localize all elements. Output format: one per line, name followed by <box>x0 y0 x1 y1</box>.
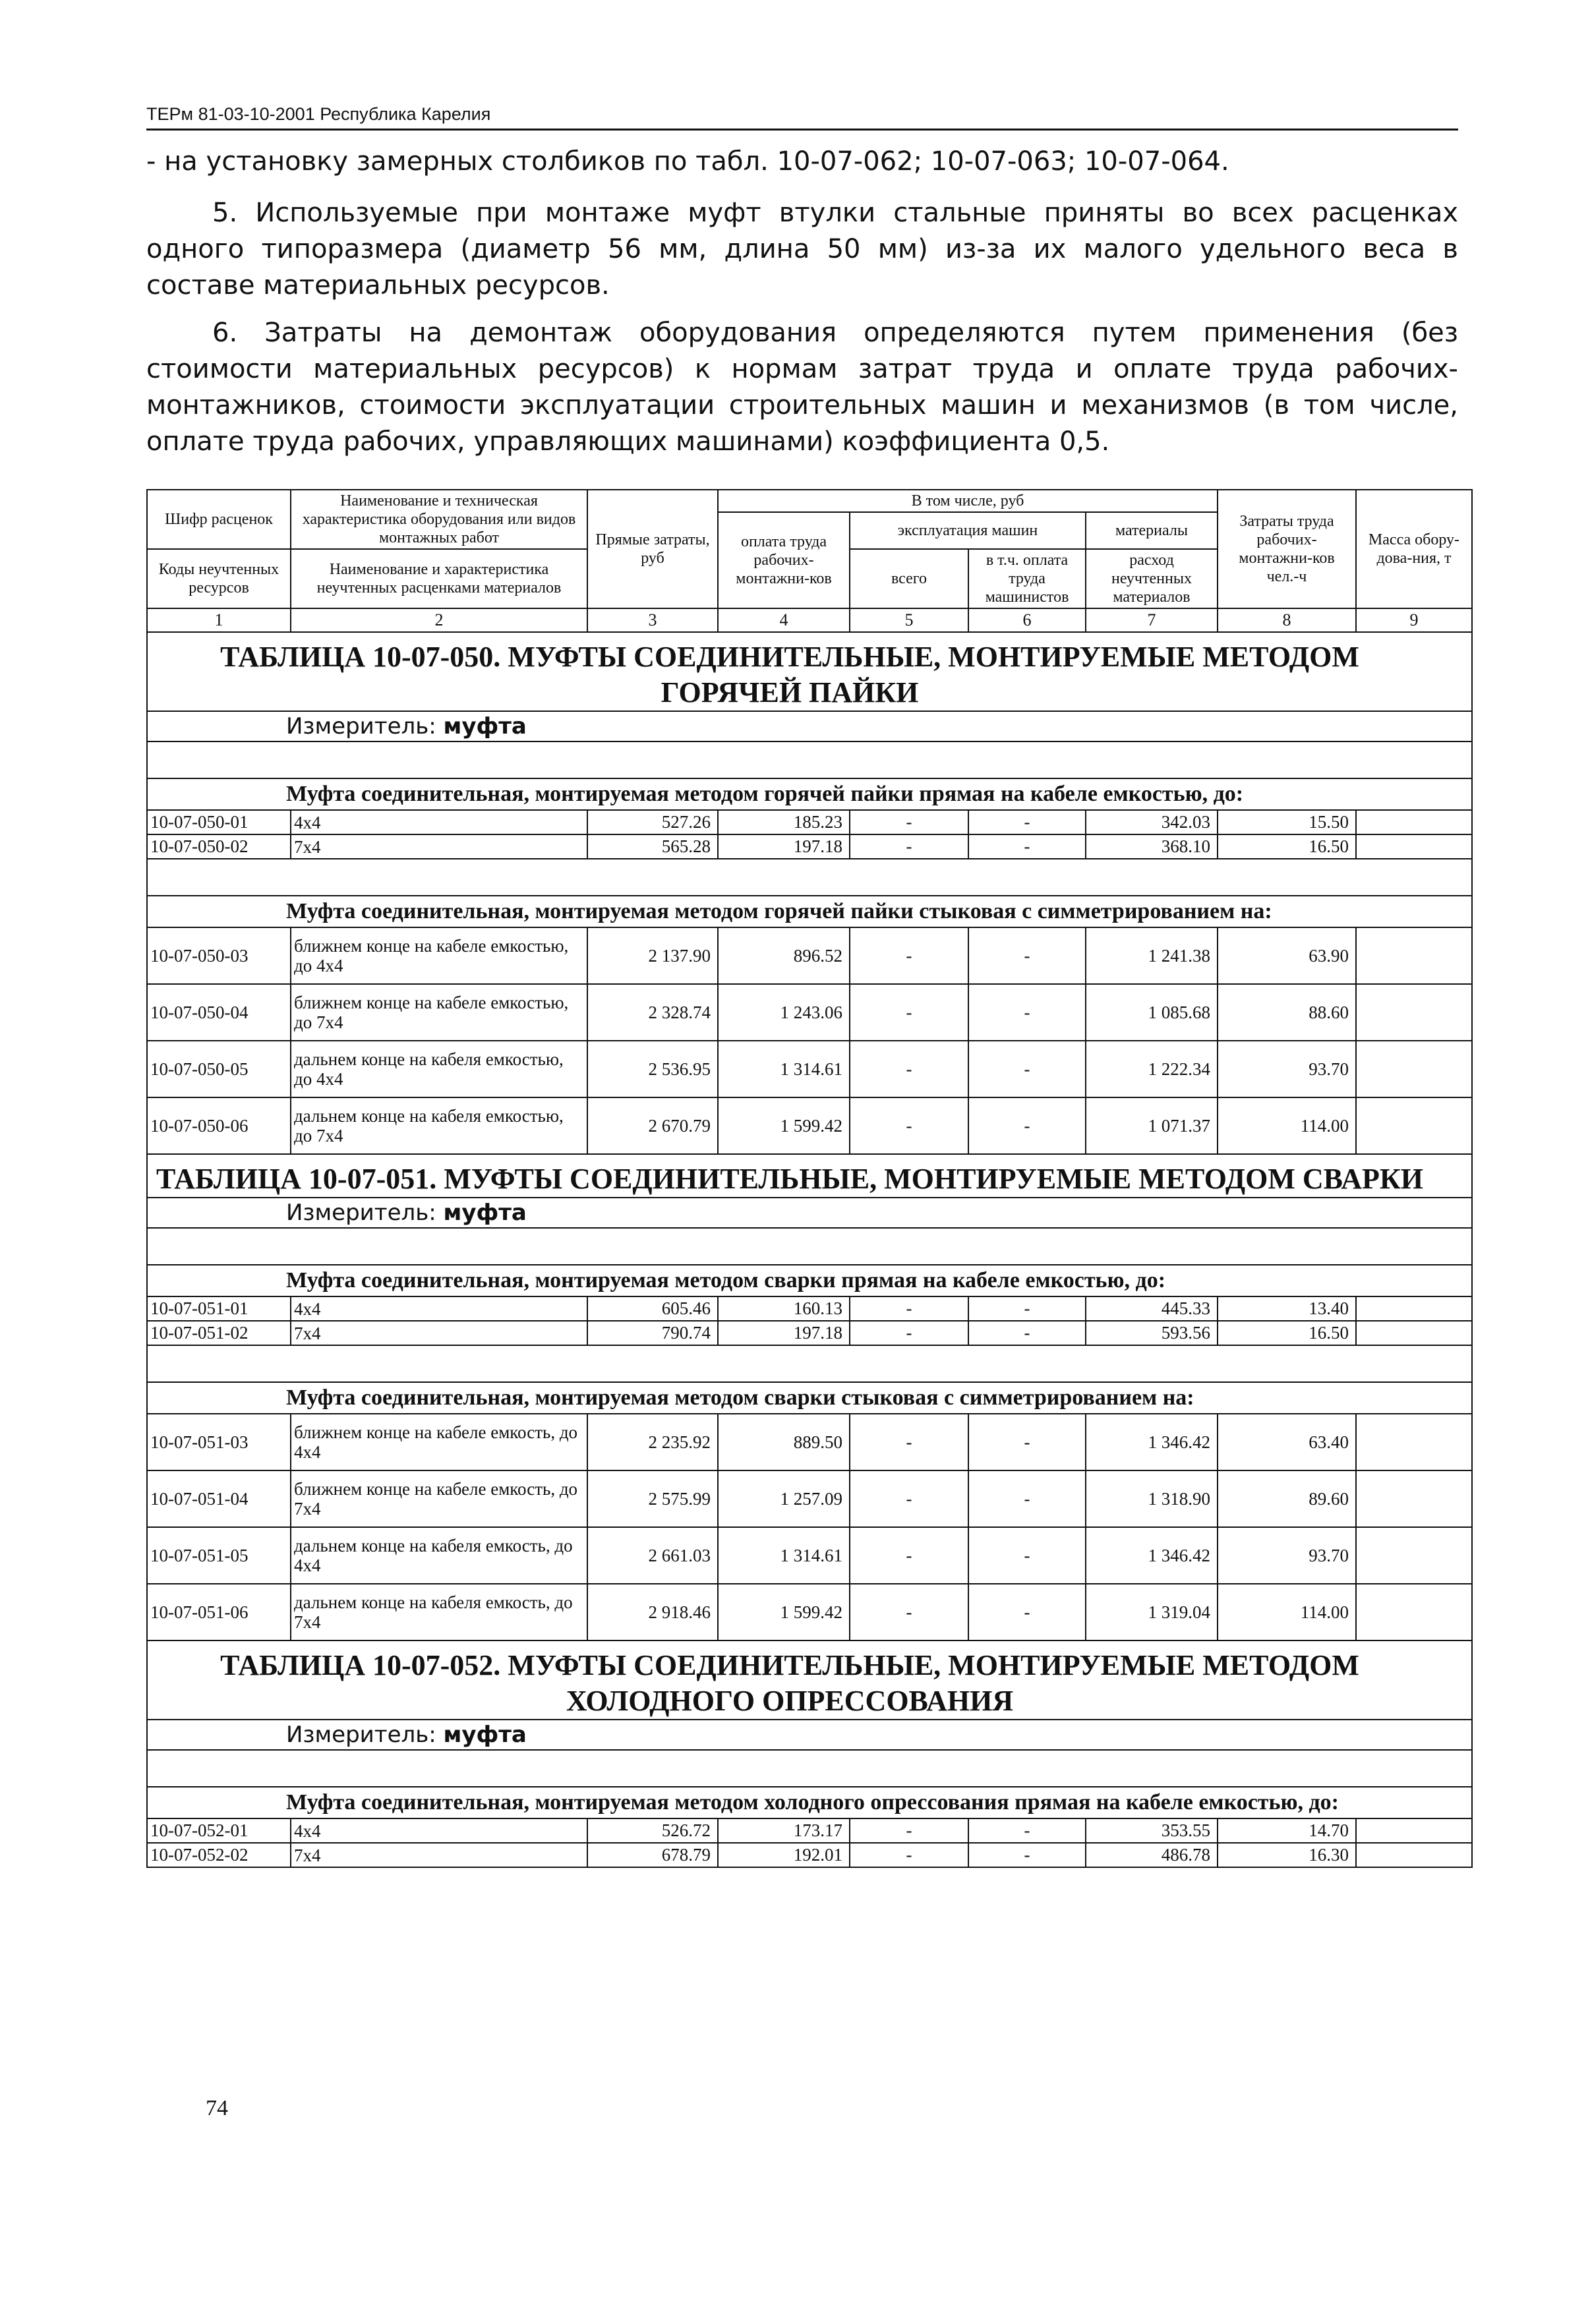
labor-pay: 1 599.42 <box>718 1584 850 1641</box>
labor-hours: 14.70 <box>1218 1818 1356 1843</box>
unit-row <box>147 1198 1472 1228</box>
machines-total: - <box>850 1041 968 1097</box>
header-labor-pay: оплата труда рабочих-монтажни-ков <box>718 512 850 608</box>
unit-line <box>147 1198 1472 1228</box>
rate-code: 10-07-052-01 <box>147 1818 291 1843</box>
header-name-bottom: Наименование и характеристика неучтенных расценками материалов <box>291 549 587 608</box>
spacer-cell <box>147 741 1472 778</box>
direct-costs: 527.26 <box>587 810 718 834</box>
spacer-row <box>147 859 1472 896</box>
header-labor: Затраты труда рабочих-монтажни-ков чел.-ч <box>1218 490 1356 608</box>
column-number: 1 <box>147 608 291 632</box>
rate-code: 10-07-050-02 <box>147 834 291 859</box>
labor-hours: 63.40 <box>1218 1414 1356 1470</box>
labor-hours: 93.70 <box>1218 1041 1356 1097</box>
machines-pay: - <box>968 1041 1086 1097</box>
unit-line <box>147 711 1472 741</box>
section-title-row <box>147 1641 1472 1720</box>
rate-name: 7x4 <box>291 1321 587 1345</box>
header-direct-costs: Прямые затраты, руб <box>587 490 718 608</box>
materials: 368.10 <box>1086 834 1218 859</box>
unit-value: муфта <box>443 1722 527 1748</box>
rate-code: 10-07-050-06 <box>147 1097 291 1154</box>
labor-pay: 197.18 <box>718 834 850 859</box>
materials: 1 319.04 <box>1086 1584 1218 1641</box>
equipment-mass <box>1356 1414 1472 1470</box>
spacer-cell <box>147 1750 1472 1787</box>
rate-name: 7x4 <box>291 834 587 859</box>
labor-hours: 88.60 <box>1218 984 1356 1041</box>
rate-code: 10-07-051-05 <box>147 1527 291 1584</box>
machines-pay: - <box>968 1097 1086 1154</box>
equipment-mass <box>1356 810 1472 834</box>
section-title: ТАБЛИЦА 10-07-050. МУФТЫ СОЕДИНИТЕЛЬНЫЕ, МОНТИРУЕМЫЕ МЕТОДОМ ГОРЯЧЕЙ ПАЙКИ <box>147 632 1472 711</box>
direct-costs: 2 328.74 <box>587 984 718 1041</box>
rates-table <box>146 489 1473 1868</box>
running-header: ТЕРм 81-03-10-2001 Республика Карелия <box>146 104 1458 131</box>
rate-code: 10-07-051-06 <box>147 1584 291 1641</box>
labor-pay: 1 314.61 <box>718 1527 850 1584</box>
group-subtitle: Муфта соединительная, монтируемая методом сварки прямая на кабеле емкостью, до: <box>147 1265 1472 1296</box>
rate-code: 10-07-051-04 <box>147 1470 291 1527</box>
labor-hours: 16.50 <box>1218 1321 1356 1345</box>
equipment-mass <box>1356 927 1472 984</box>
column-number: 6 <box>968 608 1086 632</box>
table-row <box>147 810 1472 834</box>
paragraph-continued: - на установку замерных столбиков по табл. 10-07-062; 10-07-063; 10-07-064. <box>146 146 1229 177</box>
machines-pay: - <box>968 927 1086 984</box>
table-row <box>147 984 1472 1041</box>
machines-total: - <box>850 834 968 859</box>
labor-pay: 197.18 <box>718 1321 850 1345</box>
labor-pay: 1 314.61 <box>718 1041 850 1097</box>
materials: 445.33 <box>1086 1296 1218 1321</box>
group-subtitle: Муфта соединительная, монтируемая методом холодного опрессования прямая на кабеле емкостью, до: <box>147 1787 1472 1818</box>
rate-name: дальнем конце на кабеля емкость, до 4x4 <box>291 1527 587 1584</box>
rate-name: ближнем конце на кабеле емкость, до 7x4 <box>291 1470 587 1527</box>
paragraph-5: 5. Используемые при монтаже муфт втулки стальные приняты во всех расценках одного типоразмера (диаметр 56 мм, длина 50 мм) из-за их малого удельного веса в составе материальных ресурсов. <box>146 198 1458 301</box>
unit-value: муфта <box>443 713 527 740</box>
machines-total: - <box>850 810 968 834</box>
machines-total: - <box>850 1321 968 1345</box>
labor-hours: 63.90 <box>1218 927 1356 984</box>
spacer-row <box>147 1345 1472 1382</box>
rate-name: 4x4 <box>291 810 587 834</box>
machines-pay: - <box>968 1470 1086 1527</box>
group-subtitle-row <box>147 896 1472 927</box>
materials: 1 071.37 <box>1086 1097 1218 1154</box>
rate-name: ближнем конце на кабеле емкостью, до 4x4 <box>291 927 587 984</box>
materials: 1 085.68 <box>1086 984 1218 1041</box>
column-number: 7 <box>1086 608 1218 632</box>
column-number: 9 <box>1356 608 1472 632</box>
direct-costs: 2 918.46 <box>587 1584 718 1641</box>
group-subtitle: Муфта соединительная, монтируемая методом сварки стыковая с симметрированием на: <box>147 1382 1472 1414</box>
section-title-row <box>147 1154 1472 1198</box>
spacer-cell <box>147 859 1472 896</box>
rate-name: 4x4 <box>291 1296 587 1321</box>
machines-total: - <box>850 1097 968 1154</box>
machines-total: - <box>850 927 968 984</box>
direct-costs: 678.79 <box>587 1843 718 1867</box>
column-number: 2 <box>291 608 587 632</box>
materials: 1 318.90 <box>1086 1470 1218 1527</box>
header-code-bottom: Коды неучтенных ресурсов <box>147 549 291 608</box>
equipment-mass <box>1356 1818 1472 1843</box>
rate-name: 7x4 <box>291 1843 587 1867</box>
header-code-top: Шифр расценок <box>147 490 291 549</box>
column-numbers-row <box>147 608 1472 632</box>
direct-costs: 2 575.99 <box>587 1470 718 1527</box>
labor-pay: 192.01 <box>718 1843 850 1867</box>
spacer-row <box>147 1750 1472 1787</box>
rate-name: ближнем конце на кабеле емкость, до 4x4 <box>291 1414 587 1470</box>
table-row <box>147 927 1472 984</box>
materials: 486.78 <box>1086 1843 1218 1867</box>
labor-hours: 16.50 <box>1218 834 1356 859</box>
spacer-cell <box>147 1228 1472 1265</box>
table-row <box>147 1818 1472 1843</box>
rate-name: ближнем конце на кабеле емкостью, до 7x4 <box>291 984 587 1041</box>
equipment-mass <box>1356 834 1472 859</box>
rate-code: 10-07-050-04 <box>147 984 291 1041</box>
direct-costs: 2 661.03 <box>587 1527 718 1584</box>
table-row <box>147 1414 1472 1470</box>
header-machines-pay: в т.ч. оплата труда машинистов <box>968 549 1086 608</box>
table-row <box>147 1321 1472 1345</box>
machines-total: - <box>850 1818 968 1843</box>
machines-total: - <box>850 1584 968 1641</box>
rate-code: 10-07-050-05 <box>147 1041 291 1097</box>
labor-hours: 114.00 <box>1218 1097 1356 1154</box>
table-row <box>147 1097 1472 1154</box>
equipment-mass <box>1356 1527 1472 1584</box>
machines-pay: - <box>968 1584 1086 1641</box>
header-machines-total: всего <box>850 549 968 608</box>
rate-name: 4x4 <box>291 1818 587 1843</box>
materials: 1 222.34 <box>1086 1041 1218 1097</box>
labor-hours: 89.60 <box>1218 1470 1356 1527</box>
rate-name: дальнем конце на кабеля емкостью, до 7x4 <box>291 1097 587 1154</box>
unit-label: Измеритель: <box>286 1722 436 1748</box>
equipment-mass <box>1356 1097 1472 1154</box>
equipment-mass <box>1356 1041 1472 1097</box>
labor-hours: 13.40 <box>1218 1296 1356 1321</box>
machines-pay: - <box>968 1321 1086 1345</box>
group-subtitle-row <box>147 1382 1472 1414</box>
materials: 1 241.38 <box>1086 927 1218 984</box>
group-subtitle: Муфта соединительная, монтируемая методом горячей пайки прямая на кабеле емкостью, до: <box>147 778 1472 810</box>
spacer-cell <box>147 1345 1472 1382</box>
equipment-mass <box>1356 1584 1472 1641</box>
direct-costs: 790.74 <box>587 1321 718 1345</box>
header-row-1 <box>147 490 1472 512</box>
labor-hours: 15.50 <box>1218 810 1356 834</box>
table-row <box>147 1843 1472 1867</box>
table-row <box>147 1584 1472 1641</box>
machines-total: - <box>850 1296 968 1321</box>
unit-row <box>147 1720 1472 1750</box>
rate-name: дальнем конце на кабеля емкостью, до 4x4 <box>291 1041 587 1097</box>
section-title: ТАБЛИЦА 10-07-051. МУФТЫ СОЕДИНИТЕЛЬНЫЕ, МОНТИРУЕМЫЕ МЕТОДОМ СВАРКИ <box>147 1154 1472 1198</box>
equipment-mass <box>1356 1296 1472 1321</box>
unit-label: Измеритель: <box>286 1200 436 1226</box>
labor-hours: 114.00 <box>1218 1584 1356 1641</box>
header-name-top: Наименование и техническая характеристика оборудования или видов монтажных работ <box>291 490 587 549</box>
equipment-mass <box>1356 1470 1472 1527</box>
direct-costs: 2 137.90 <box>587 927 718 984</box>
labor-pay: 160.13 <box>718 1296 850 1321</box>
paragraph-6: 6. Затраты на демонтаж оборудования определяются путем применения (без стоимости материальных ресурсов) к нормам затрат труда и оплате труда рабочих-монтажников, стоимости эксплуатации строительных машин и механизмов (в том числе, оплате труда рабочих, управляющих машинами) коэффициента 0,5. <box>146 318 1458 457</box>
labor-pay: 1 243.06 <box>718 984 850 1041</box>
group-subtitle-row <box>147 778 1472 810</box>
rate-code: 10-07-051-01 <box>147 1296 291 1321</box>
group-subtitle-row <box>147 1265 1472 1296</box>
section-title-row <box>147 632 1472 711</box>
labor-pay: 1 257.09 <box>718 1470 850 1527</box>
machines-total: - <box>850 984 968 1041</box>
rate-name: дальнем конце на кабеля емкость, до 7x4 <box>291 1584 587 1641</box>
machines-total: - <box>850 1527 968 1584</box>
machines-pay: - <box>968 834 1086 859</box>
unit-row <box>147 711 1472 741</box>
labor-hours: 16.30 <box>1218 1843 1356 1867</box>
direct-costs: 2 235.92 <box>587 1414 718 1470</box>
materials: 1 346.42 <box>1086 1414 1218 1470</box>
machines-pay: - <box>968 1296 1086 1321</box>
machines-total: - <box>850 1414 968 1470</box>
unit-label: Измеритель: <box>286 713 436 740</box>
machines-pay: - <box>968 1818 1086 1843</box>
header-materials: материалы <box>1086 512 1218 549</box>
machines-pay: - <box>968 1843 1086 1867</box>
direct-costs: 2 536.95 <box>587 1041 718 1097</box>
materials: 1 346.42 <box>1086 1527 1218 1584</box>
group-subtitle-row <box>147 1787 1472 1818</box>
spacer-row <box>147 741 1472 778</box>
table-row <box>147 1041 1472 1097</box>
equipment-mass <box>1356 984 1472 1041</box>
machines-pay: - <box>968 810 1086 834</box>
table-row <box>147 1470 1472 1527</box>
equipment-mass <box>1356 1321 1472 1345</box>
spacer-row <box>147 1228 1472 1265</box>
machines-total: - <box>850 1470 968 1527</box>
rate-code: 10-07-051-03 <box>147 1414 291 1470</box>
machines-pay: - <box>968 1414 1086 1470</box>
labor-pay: 1 599.42 <box>718 1097 850 1154</box>
rate-code: 10-07-050-01 <box>147 810 291 834</box>
direct-costs: 565.28 <box>587 834 718 859</box>
header-including: В том числе, руб <box>718 490 1218 512</box>
header-materials-sub: расход неучтенных материалов <box>1086 549 1218 608</box>
labor-pay: 173.17 <box>718 1818 850 1843</box>
header-mass: Масса обору-дова-ния, т <box>1356 490 1472 608</box>
materials: 342.03 <box>1086 810 1218 834</box>
labor-pay: 185.23 <box>718 810 850 834</box>
column-number: 4 <box>718 608 850 632</box>
section-title: ТАБЛИЦА 10-07-052. МУФТЫ СОЕДИНИТЕЛЬНЫЕ, МОНТИРУЕМЫЕ МЕТОДОМ ХОЛОДНОГО ОПРЕССОВАНИЯ <box>147 1641 1472 1720</box>
table-row <box>147 1296 1472 1321</box>
machines-pay: - <box>968 1527 1086 1584</box>
unit-value: муфта <box>443 1200 527 1226</box>
labor-pay: 889.50 <box>718 1414 850 1470</box>
materials: 353.55 <box>1086 1818 1218 1843</box>
machines-total: - <box>850 1843 968 1867</box>
column-number: 5 <box>850 608 968 632</box>
rate-code: 10-07-050-03 <box>147 927 291 984</box>
materials: 593.56 <box>1086 1321 1218 1345</box>
page-number: 74 <box>206 2096 228 2120</box>
equipment-mass <box>1356 1843 1472 1867</box>
header-machines: эксплуатация машин <box>850 512 1086 549</box>
rate-code: 10-07-051-02 <box>147 1321 291 1345</box>
machines-pay: - <box>968 984 1086 1041</box>
labor-pay: 896.52 <box>718 927 850 984</box>
table-row <box>147 1527 1472 1584</box>
direct-costs: 605.46 <box>587 1296 718 1321</box>
column-number: 8 <box>1218 608 1356 632</box>
direct-costs: 526.72 <box>587 1818 718 1843</box>
direct-costs: 2 670.79 <box>587 1097 718 1154</box>
group-subtitle: Муфта соединительная, монтируемая методом горячей пайки стыковая с симметрированием на: <box>147 896 1472 927</box>
table-row <box>147 834 1472 859</box>
labor-hours: 93.70 <box>1218 1527 1356 1584</box>
unit-line <box>147 1720 1472 1750</box>
column-number: 3 <box>587 608 718 632</box>
rate-code: 10-07-052-02 <box>147 1843 291 1867</box>
